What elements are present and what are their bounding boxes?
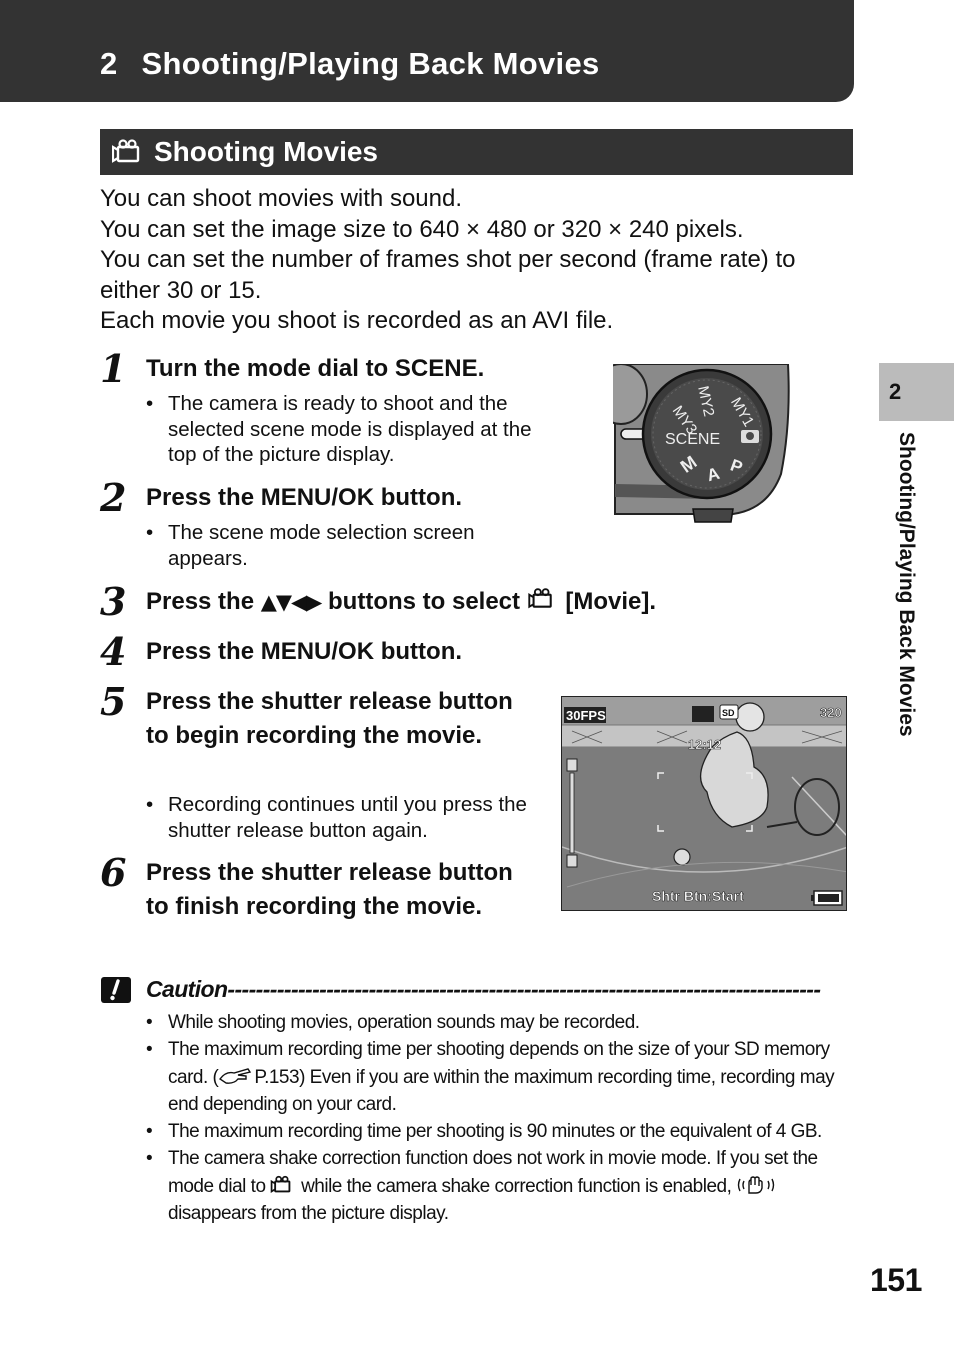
step-title: Press the shutter release button to finish recording the movie.	[146, 859, 513, 920]
step-title: Press the shutter release button to begin recording the movie.	[146, 688, 513, 749]
arrow-buttons-icon: ▲▼◀▶	[260, 590, 322, 614]
camera-screen-illustration	[562, 697, 847, 911]
step-number: 5	[100, 679, 127, 724]
caution-heading: Caution------------------------------------------------------------------------------------	[146, 976, 821, 1002]
section-title: Shooting Movies	[154, 136, 378, 167]
auto-mode-lens-icon	[746, 432, 754, 440]
intro-line: You can shoot movies with sound.	[100, 185, 463, 212]
mode-dial-illustration	[613, 364, 791, 524]
intro-line: You can set the image size to 640 × 480 or 320 × 240 pixels.	[100, 215, 744, 243]
step-number: 1	[100, 346, 127, 391]
step-number: 4	[100, 629, 127, 674]
step-number: 6	[100, 850, 127, 895]
step-title: Press the MENU/OK button.	[146, 484, 463, 511]
dial-label-p: P	[727, 455, 746, 478]
step-number: 3	[100, 579, 127, 624]
chapter-header	[0, 0, 854, 102]
chapter-side-label	[886, 432, 926, 812]
caution-icon	[100, 976, 132, 1004]
movie-camera-icon	[527, 587, 559, 611]
dial-label-scene: SCENE	[665, 431, 721, 448]
page-number: 151	[870, 1262, 922, 1298]
chapter-title	[100, 46, 600, 82]
chapter-side-text: Shooting/Playing Back Movies	[895, 432, 918, 737]
intro-line: Each movie you shoot is recorded as an AVI file.	[100, 307, 614, 334]
camera-screen-figure	[561, 696, 847, 911]
section-heading	[100, 129, 853, 175]
zoom-bar	[570, 773, 574, 853]
intro-text	[100, 184, 860, 337]
step-title: Turn the mode dial to SCENE.	[146, 355, 485, 382]
camera-shake-correction-icon	[736, 1175, 776, 1195]
step-title: Press the MENU/OK button.	[146, 638, 463, 665]
dial-label-m: M	[676, 451, 701, 477]
recording-time-label: 12:12	[688, 737, 722, 752]
movie-camera-icon	[112, 138, 146, 166]
reference-hand-icon	[218, 1067, 254, 1085]
zoom-tele-icon	[567, 759, 577, 771]
page-reference-link[interactable]: P.153	[254, 1066, 300, 1088]
movie-mode-icon	[692, 706, 714, 722]
step-number: 2	[100, 475, 127, 520]
dial-label-my1: MY1	[727, 394, 758, 430]
chapter-number: 2	[100, 46, 118, 81]
dial-label-my2: MY2	[694, 384, 718, 419]
chapter-tab-number: 2	[889, 379, 902, 404]
chapter-tab	[879, 363, 954, 421]
zoom-wide-icon	[567, 855, 577, 867]
chapter-title-text: Shooting/Playing Back Movies	[141, 46, 600, 81]
shutter-prompt: Shtr Btn:Start	[652, 888, 744, 904]
movie-camera-icon	[270, 1175, 296, 1195]
dial-label-a: A	[704, 463, 722, 486]
intro-line: You can set the number of frames shot per second (frame rate) to either 30 or 15.	[100, 246, 796, 304]
sd-card-indicator: SD	[722, 708, 735, 718]
mode-dial-figure	[613, 364, 791, 524]
step-title: Press the ▲▼◀▶ buttons to select [Movie].	[146, 588, 657, 615]
dial-label-my3: MY3	[668, 402, 701, 438]
image-size-label: 320	[820, 705, 842, 720]
caution-dashes: ------------------------------------------------------------------------------------	[227, 976, 821, 1002]
frame-rate-label: 30FPS	[566, 708, 606, 723]
